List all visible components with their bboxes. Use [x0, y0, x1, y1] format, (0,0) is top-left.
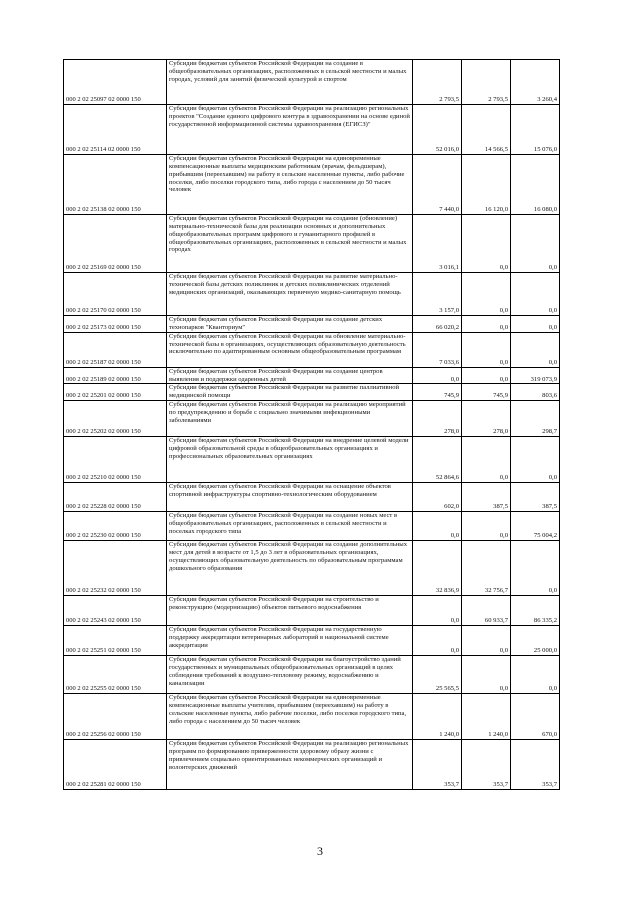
description-cell: Субсидии бюджетам субъектов Российской Федерации на создание центров выявления и поддержки одаренных детей: [167, 367, 413, 384]
budget-code-cell: 000 2 02 25169 02 0000 150: [64, 215, 167, 273]
amount-cell-3: 387,5: [511, 483, 560, 512]
table-row: [64, 316, 560, 333]
amount-cell-1: 353,7: [413, 740, 462, 790]
amount-cell-3: 3 260,4: [511, 60, 560, 105]
table-row: [64, 740, 560, 790]
amount-cell-2: 16 120,0: [462, 155, 511, 215]
amount-cell-3: 298,7: [511, 401, 560, 437]
amount-cell-1: 745,9: [413, 384, 462, 401]
amount-cell-1: 66 020,2: [413, 316, 462, 333]
budget-code-cell: 000 2 02 25230 02 0000 150: [64, 512, 167, 541]
amount-cell-2: 60 933,7: [462, 596, 511, 626]
amount-cell-3: 15 076,0: [511, 105, 560, 155]
budget-table-body: [64, 60, 560, 790]
amount-cell-2: 353,7: [462, 740, 511, 790]
amount-cell-2: 0,0: [462, 215, 511, 273]
amount-cell-2: 387,5: [462, 483, 511, 512]
budget-code-cell: 000 2 02 25170 02 0000 150: [64, 273, 167, 316]
table-row: [64, 401, 560, 437]
table-row: [64, 694, 560, 740]
amount-cell-3: 25 000,0: [511, 626, 560, 656]
budget-code-cell: 000 2 02 25201 02 0000 150: [64, 384, 167, 401]
amount-cell-1: 52 016,0: [413, 105, 462, 155]
amount-cell-1: 602,0: [413, 483, 462, 512]
table-row: [64, 367, 560, 384]
description-cell: Субсидии бюджетам субъектов Российской Федерации на создание в общеобразовательных организациях, расположенных в сельской местности и малых городах, условий для занятий физической культурой и спортом: [167, 60, 413, 105]
description-cell: Субсидии бюджетам субъектов Российской Федерации на государственную поддержку аккредитации ветеринарных лабораторий в национальной системе аккредитации: [167, 626, 413, 656]
description-cell: Субсидии бюджетам субъектов Российской Федерации на обновление материально-технической базы в организациях, осуществляющих образовательную деятельность исключительно по адаптированным основным общеобразовательным программам: [167, 332, 413, 367]
budget-code-cell: 000 2 02 25255 02 0000 150: [64, 656, 167, 694]
budget-table: [63, 59, 560, 790]
table-row: [64, 273, 560, 316]
amount-cell-3: 0,0: [511, 437, 560, 483]
table-row: [64, 596, 560, 626]
amount-cell-1: 52 864,6: [413, 437, 462, 483]
amount-cell-1: 7 440,0: [413, 155, 462, 215]
amount-cell-2: 32 756,7: [462, 541, 511, 596]
budget-code-cell: 000 2 02 25210 02 0000 150: [64, 437, 167, 483]
description-cell: Субсидии бюджетам субъектов Российской Федерации на оснащение объектов спортивной инфраструктуры спортивно-технологическим оборудованием: [167, 483, 413, 512]
amount-cell-2: 745,9: [462, 384, 511, 401]
table-row: [64, 541, 560, 596]
amount-cell-2: 0,0: [462, 316, 511, 333]
budget-table-page: [63, 59, 560, 790]
amount-cell-3: 0,0: [511, 541, 560, 596]
amount-cell-1: 0,0: [413, 512, 462, 541]
amount-cell-1: 1 240,0: [413, 694, 462, 740]
amount-cell-1: 32 836,9: [413, 541, 462, 596]
amount-cell-1: 25 565,5: [413, 656, 462, 694]
budget-code-cell: 000 2 02 25114 02 0000 150: [64, 105, 167, 155]
amount-cell-2: 0,0: [462, 332, 511, 367]
table-row: [64, 60, 560, 105]
amount-cell-2: 14 566,5: [462, 105, 511, 155]
amount-cell-3: 803,6: [511, 384, 560, 401]
description-cell: Субсидии бюджетам субъектов Российской Федерации на создание дополнительных мест для детей в возрасте от 1,5 до 3 лет в образовательных организациях, осуществляющих образовательную деятельность по образовательным программам дошкольного образования: [167, 541, 413, 596]
amount-cell-3: 0,0: [511, 316, 560, 333]
budget-code-cell: 000 2 02 25232 02 0000 150: [64, 541, 167, 596]
page-number: 3: [317, 844, 323, 858]
amount-cell-2: 0,0: [462, 273, 511, 316]
table-row: [64, 437, 560, 483]
amount-cell-3: 0,0: [511, 215, 560, 273]
budget-code-cell: 000 2 02 25281 02 0000 150: [64, 740, 167, 790]
budget-code-cell: 000 2 02 25202 02 0000 150: [64, 401, 167, 437]
budget-code-cell: 000 2 02 25228 02 0000 150: [64, 483, 167, 512]
amount-cell-3: 0,0: [511, 273, 560, 316]
amount-cell-1: 278,0: [413, 401, 462, 437]
description-cell: Субсидии бюджетам субъектов Российской Федерации на создание (обновление) материально-технической базы для реализации основных и дополнительных общеобразовательных программ цифрового и гуманитарного профилей в общеобразовательных организациях, расположенных в сельской местности и малых городах: [167, 215, 413, 273]
amount-cell-3: 0,0: [511, 656, 560, 694]
description-cell: Субсидии бюджетам субъектов Российской Федерации на внедрение целевой модели цифровой образовательной среды в общеобразовательных организациях и профессиональных образовательных организациях: [167, 437, 413, 483]
table-row: [64, 512, 560, 541]
table-row: [64, 332, 560, 367]
amount-cell-3: 353,7: [511, 740, 560, 790]
amount-cell-3: 86 335,2: [511, 596, 560, 626]
description-cell: Субсидии бюджетам субъектов Российской Федерации на строительство и реконструкцию (модернизацию) объектов питьевого водоснабжения: [167, 596, 413, 626]
budget-code-cell: 000 2 02 25243 02 0000 150: [64, 596, 167, 626]
budget-code-cell: 000 2 02 25173 02 0000 150: [64, 316, 167, 333]
amount-cell-1: 0,0: [413, 626, 462, 656]
description-cell: Субсидии бюджетам субъектов Российской Федерации на благоустройство зданий государственных и муниципальных общеобразовательных организаций в целях соблюдения требований к воздушно-тепловому режиму, водоснабжению и канализации: [167, 656, 413, 694]
budget-code-cell: 000 2 02 25187 02 0000 150: [64, 332, 167, 367]
amount-cell-1: 7 033,6: [413, 332, 462, 367]
amount-cell-2: 0,0: [462, 512, 511, 541]
table-row: [64, 215, 560, 273]
amount-cell-3: 670,0: [511, 694, 560, 740]
amount-cell-1: 2 793,5: [413, 60, 462, 105]
amount-cell-2: 0,0: [462, 367, 511, 384]
table-row: [64, 626, 560, 656]
table-row: [64, 483, 560, 512]
description-cell: Субсидии бюджетам субъектов Российской Федерации на реализацию мероприятий по предупреждению и борьбе с социально значимыми инфекционными заболеваниями: [167, 401, 413, 437]
table-row: [64, 656, 560, 694]
amount-cell-2: 0,0: [462, 656, 511, 694]
budget-code-cell: 000 2 02 25251 02 0000 150: [64, 626, 167, 656]
description-cell: Субсидии бюджетам субъектов Российской Федерации на единовременные компенсационные выплаты учителям, прибывшим (переехавшим) на работу в сельские населенные пункты, либо рабочие поселки, либо поселки городского типа, либо города с населением до 50 тысяч человек: [167, 694, 413, 740]
amount-cell-3: 0,0: [511, 332, 560, 367]
budget-code-cell: 000 2 02 25189 02 0000 150: [64, 367, 167, 384]
budget-code-cell: 000 2 02 25138 02 0000 150: [64, 155, 167, 215]
amount-cell-2: 0,0: [462, 437, 511, 483]
description-cell: Субсидии бюджетам субъектов Российской Федерации на реализацию региональных проектов "Создание единого цифрового контура в здравоохранении на основе единой государственной информационной системы здравоохранения (ЕГИСЗ)": [167, 105, 413, 155]
description-cell: Субсидии бюджетам субъектов Российской Федерации на развитие паллиативной медицинской помощи: [167, 384, 413, 401]
table-row: [64, 105, 560, 155]
amount-cell-1: 3 157,0: [413, 273, 462, 316]
amount-cell-3: 319 073,9: [511, 367, 560, 384]
amount-cell-2: 278,0: [462, 401, 511, 437]
amount-cell-2: 1 240,0: [462, 694, 511, 740]
amount-cell-1: 3 016,1: [413, 215, 462, 273]
description-cell: Субсидии бюджетам субъектов Российской Федерации на развитие материально-технической базы детских поликлиник и детских поликлинических отделений медицинских организаций, оказывающих первичную медико-санитарную помощь: [167, 273, 413, 316]
description-cell: Субсидии бюджетам субъектов Российской Федерации на реализацию региональных программ по формированию приверженности здоровому образу жизни с привлечением социально ориентированных некоммерческих организаций и волонтерских движений: [167, 740, 413, 790]
description-cell: Субсидии бюджетам субъектов Российской Федерации на создание новых мест в общеобразовательных организациях, расположенных в сельской местности и поселках городского типа: [167, 512, 413, 541]
description-cell: Субсидии бюджетам субъектов Российской Федерации на создание детских технопарков "Кванториум": [167, 316, 413, 333]
amount-cell-2: 2 793,5: [462, 60, 511, 105]
budget-code-cell: 000 2 02 25097 02 0000 150: [64, 60, 167, 105]
budget-code-cell: 000 2 02 25256 02 0000 150: [64, 694, 167, 740]
amount-cell-3: 16 080,0: [511, 155, 560, 215]
description-cell: Субсидии бюджетам субъектов Российской Федерации на единовременные компенсационные выплаты медицинским работникам (врачам, фельдшерам), прибывшим (переехавшим) на работу в сельские населенные пункты, либо рабочие поселки, либо поселки городского типа, либо города с населением до 50 тысяч человек: [167, 155, 413, 215]
amount-cell-3: 75 004,2: [511, 512, 560, 541]
amount-cell-1: 0,0: [413, 367, 462, 384]
table-row: [64, 155, 560, 215]
table-row: [64, 384, 560, 401]
amount-cell-1: 0,0: [413, 596, 462, 626]
amount-cell-2: 0,0: [462, 626, 511, 656]
